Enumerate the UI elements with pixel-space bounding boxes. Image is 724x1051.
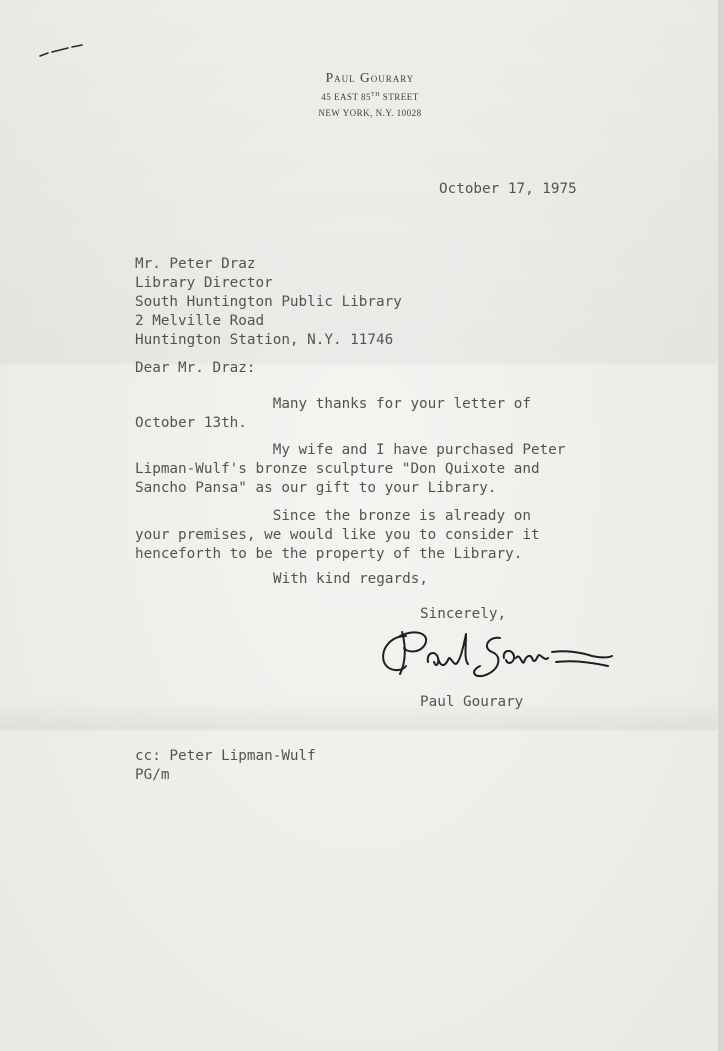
body-line: Since the bronze is already on xyxy=(135,508,531,524)
street-word: STREET xyxy=(380,92,419,102)
body-line: Sancho Pansa" as our gift to your Library. xyxy=(135,480,497,496)
recipient-address xyxy=(135,255,402,350)
paragraph-3 xyxy=(135,507,540,564)
paragraph-2 xyxy=(135,441,565,498)
paper-edge xyxy=(718,0,724,1051)
address-line: South Huntington Public Library xyxy=(135,294,402,310)
body-line: Many thanks for your letter of xyxy=(135,396,531,412)
cc-block xyxy=(135,747,316,785)
kind-regards: With kind regards, xyxy=(273,571,428,587)
address-line: Mr. Peter Draz xyxy=(135,256,256,272)
initials-line: PG/m xyxy=(135,767,170,783)
salutation: Dear Mr. Draz: xyxy=(135,360,256,376)
letter-date: October 17, 1975 xyxy=(439,181,577,197)
street-ordinal: TH xyxy=(371,92,381,98)
paragraph-1 xyxy=(135,395,531,433)
letterhead-name: Paul Gourary xyxy=(325,70,415,85)
handwritten-signature xyxy=(376,622,616,688)
letterhead xyxy=(270,70,470,118)
ink-smudge-mark xyxy=(38,44,84,58)
letterhead-street xyxy=(270,92,470,102)
body-line: October 13th. xyxy=(135,415,247,431)
address-line: 2 Melville Road xyxy=(135,313,265,329)
address-line: Library Director xyxy=(135,275,273,291)
address-line: Huntington Station, N.Y. 11746 xyxy=(135,332,394,348)
body-line: Lipman-Wulf's bronze sculpture "Don Quixote and xyxy=(135,461,540,477)
body-line: your premises, we would like you to consider it xyxy=(135,527,540,543)
letterhead-city: NEW YORK, N.Y. 10028 xyxy=(318,108,422,118)
cc-line: cc: Peter Lipman-Wulf xyxy=(135,748,316,764)
body-line: henceforth to be the property of the Library. xyxy=(135,546,523,562)
closing: Sincerely, xyxy=(420,606,507,622)
street-number: 45 EAST 85 xyxy=(321,92,372,102)
body-line: My wife and I have purchased Peter xyxy=(135,442,566,458)
signer-name: Paul Gourary xyxy=(420,694,524,710)
